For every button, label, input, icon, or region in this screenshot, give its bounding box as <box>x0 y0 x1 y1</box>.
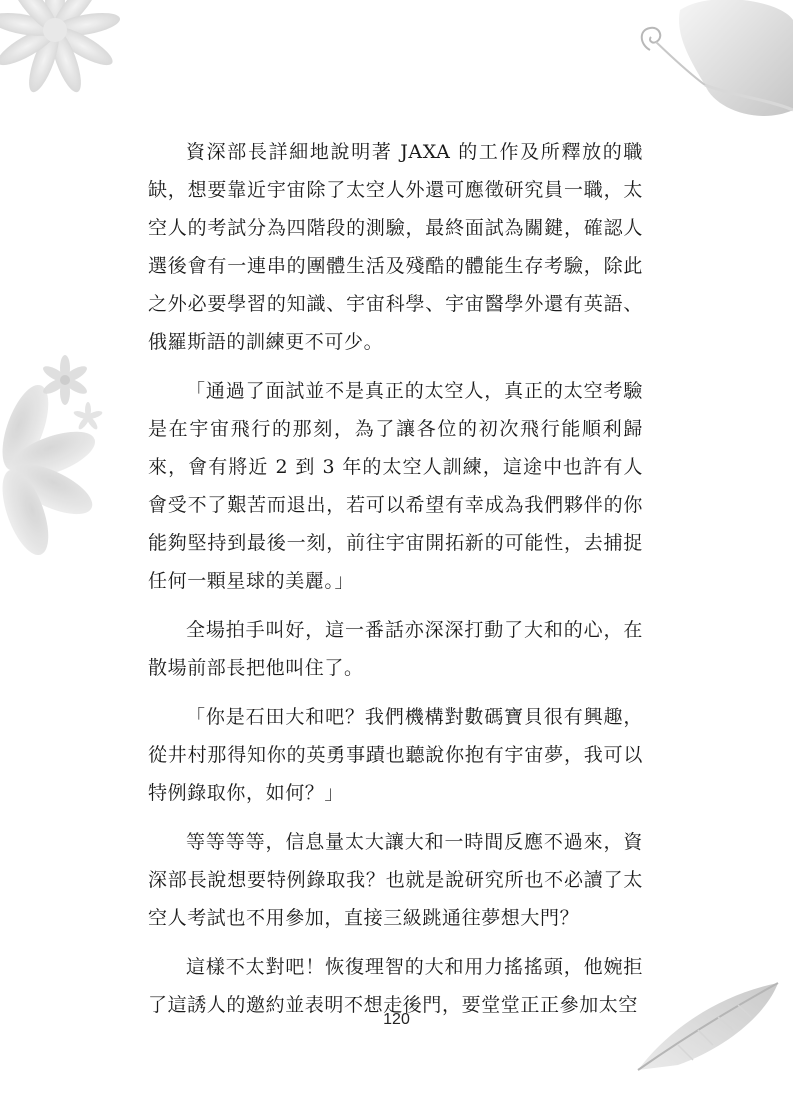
paragraph: 資深部長詳細地說明著 JAXA 的工作及所釋放的職缺，想要靠近宇宙除了太空人外還可應徵研究員一職，太空人的考試分為四階段的測驗，最終面試為關鍵，確認人選後會有一連串的團體生活及殘酷的體能生存考驗，除此之外必要學習的知識、宇宙科學、宇宙醫學外還有英語、俄羅斯語的訓練更不可少。 <box>148 141 643 353</box>
paragraph: 「你是石田大和吧？我們機構對數碼寶貝很有興趣，從井村那得知你的英勇事蹟也聽說你抱有宇宙夢，我可以特例錄取你，如何？」 <box>148 706 643 804</box>
flower-icon <box>0 0 180 130</box>
flower-icon <box>0 355 120 555</box>
paragraph: 「通過了面試並不是真正的太空人，真正的太空考驗是在宇宙飛行的那刻，為了讓各位的初次飛行能順利歸來，會有將近 2 到 3 年的太空人訓練，這途中也許有人會受不了艱苦而退出，若可以希望有幸成為我們夥伴的你能夠堅持到最後一刻，前往宇宙開拓新的可能性，去捕捉任何一顆星球的美麗。」 <box>148 380 643 592</box>
paragraph: 這樣不太對吧！恢復理智的大和用力搖搖頭，他婉拒了這誘人的邀約並表明不想走後門，要堂堂正正參加太空 <box>148 956 643 1016</box>
page-number: 120 <box>383 1011 410 1028</box>
butterfly-icon <box>620 0 793 130</box>
feather-icon <box>618 975 793 1085</box>
paragraph: 全場拍手叫好，這一番話亦深深打動了大和的心，在散場前部長把他叫住了。 <box>148 619 643 679</box>
body-text <box>148 133 643 1035</box>
paragraph: 等等等等，信息量太大讓大和一時間反應不過來，資深部長說想要特例錄取我？也就是說研究所也不必讀了太空人考試也不用參加，直接三級跳通往夢想大門？ <box>148 831 643 929</box>
